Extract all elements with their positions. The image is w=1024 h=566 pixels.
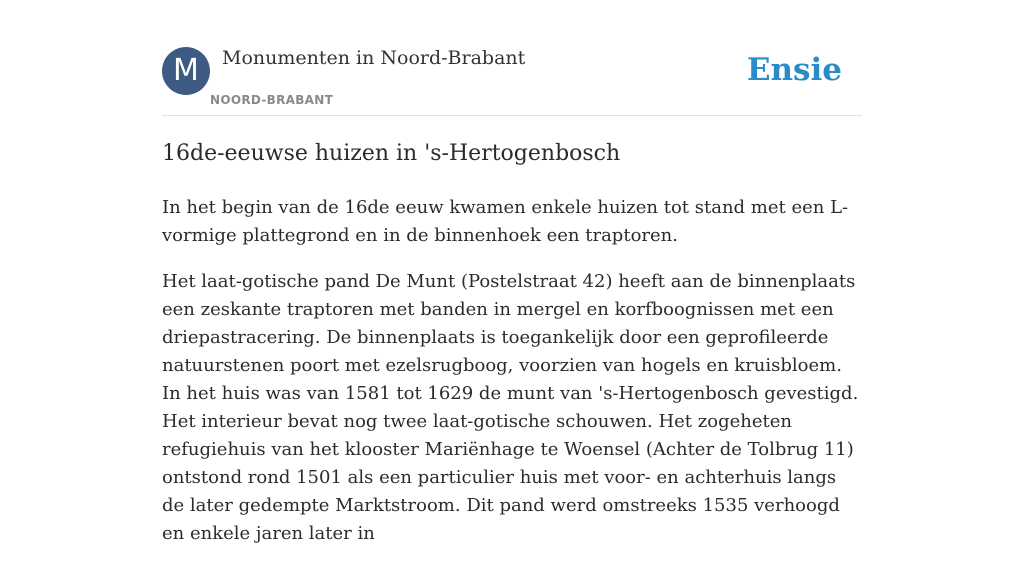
article-title: 16de-eeuwse huizen in 's-Hertogenbosch bbox=[162, 141, 621, 166]
ensie-logo[interactable]: Ensie bbox=[746, 52, 842, 88]
article-paragraph-2: Het laat-gotische pand De Munt (Postelstraat 42) heeft aan de binnenplaats een zeskante traptoren met banden in mergel en korfboognissen met een driepastracering. De binnenplaats is toegankelijk door een geprofileerde natuurstenen poort met ezelsrugboog, voorzien van hogels en kruisbloem. In het huis was van 1581 tot 1629 de munt van 's-Hertogenbosch gevestigd. Het interieur bevat nog twee laat-gotische schouwen. Het zogeheten refugiehuis van het klooster Mariënhage te Woensel (Achter de Tolbrug 11) ontstond rond 1501 als een particulier huis met voor- en achterhuis langs de later gedempte Marktstroom. Dit pand werd omstreeks 1535 verhoogd en enkele jaren later in bbox=[162, 271, 859, 544]
article bbox=[162, 138, 862, 566]
site-title[interactable]: Monumenten in Noord-Brabant bbox=[222, 47, 526, 69]
article-paragraph-1: In het begin van de 16de eeuw kwamen enkele huizen tot stand met een L-vormige plattegrond en in de binnenhoek een traptoren. bbox=[162, 197, 849, 246]
header-divider bbox=[162, 115, 862, 116]
category-label[interactable]: NOORD-BRABANT bbox=[210, 93, 334, 107]
avatar[interactable]: M bbox=[162, 47, 210, 95]
site-header bbox=[162, 46, 862, 116]
